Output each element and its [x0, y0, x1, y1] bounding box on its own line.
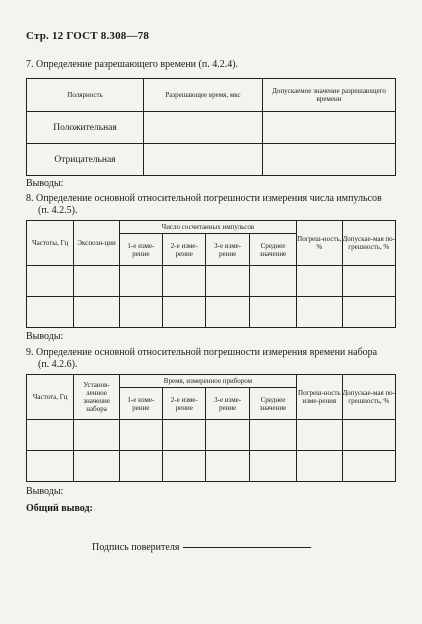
col-allowed-error: Допускае-мая по-грешность, %: [342, 221, 396, 266]
general-conclusion-label: Общий вывод:: [26, 503, 93, 514]
table-cell: [297, 420, 342, 451]
col-allowed-error: Допускае-мая по-грешность, %: [342, 375, 396, 420]
table-cell: [27, 266, 74, 297]
section-8-title: [26, 193, 382, 217]
col-average: Среднее значение: [249, 234, 296, 266]
table-cell: [342, 297, 396, 328]
table-cell: [119, 420, 162, 451]
col-measurement-3: 3-е изме-рение: [206, 388, 249, 420]
table-cell: [342, 420, 396, 451]
row-positive: Положительная: [27, 112, 144, 144]
table-cell: [74, 451, 119, 482]
pulse-count-error-table: [26, 220, 396, 328]
table-cell: [249, 297, 296, 328]
col-error: Погреш-ность, %: [297, 221, 342, 266]
table-cell: [342, 451, 396, 482]
col-group-counted-pulses: Число сосчитанных импульсов: [119, 221, 296, 234]
table-cell: [206, 451, 249, 482]
standard-code: ГОСТ 8.308—78: [66, 30, 150, 42]
resolution-time-table: [26, 78, 396, 176]
table-cell: [297, 297, 342, 328]
col-exposures: Экспози-ции: [74, 221, 119, 266]
col-measurement-2: 2-е изме-рение: [163, 234, 206, 266]
table-cell: [297, 266, 342, 297]
conclusions-label: Выводы:: [26, 331, 64, 342]
table-cell: [263, 112, 396, 144]
page-number: Стр. 12: [26, 30, 64, 42]
table-cell: [297, 451, 342, 482]
table-cell: [27, 451, 74, 482]
section-7-title: 7. Определение разрешающего времени (п. 4.2.4).: [26, 59, 239, 70]
col-resolution-time: Разрешающее время, мкс: [144, 79, 263, 112]
set-time-error-table: [26, 374, 396, 482]
section-8-title-line2: (п. 4.2.5).: [38, 205, 78, 216]
col-frequency: Частота, Гц: [27, 375, 74, 420]
table-cell: [27, 420, 74, 451]
col-measurement-1: 1-е изме-рение: [119, 388, 162, 420]
section-9-title: [26, 347, 377, 371]
section-8-title-line1: 8. Определение основной относительной погрешности измерения числа импульсов: [26, 193, 382, 204]
table-cell: [163, 420, 206, 451]
conclusions-label: Выводы:: [26, 178, 64, 189]
table-cell: [342, 266, 396, 297]
col-average: Среднее значение: [249, 388, 296, 420]
table-cell: [74, 297, 119, 328]
table-cell: [74, 266, 119, 297]
table-cell: [119, 266, 162, 297]
table-cell: [119, 297, 162, 328]
col-measurement-2: 2-е изме-рение: [163, 388, 206, 420]
col-error: Погреш-ность изме-рения: [297, 375, 342, 420]
signature-label: Подпись поверителя: [92, 542, 180, 553]
table-cell: [27, 297, 74, 328]
signature-line: [183, 547, 311, 548]
table-cell: [163, 297, 206, 328]
table-cell: [206, 266, 249, 297]
page-header: [26, 30, 149, 42]
col-polarity: Полярность: [27, 79, 144, 112]
table-cell: [144, 144, 263, 176]
table-cell: [263, 144, 396, 176]
row-negative: Отрицательная: [27, 144, 144, 176]
table-cell: [249, 266, 296, 297]
table-cell: [163, 266, 206, 297]
table-cell: [206, 297, 249, 328]
table-cell: [249, 451, 296, 482]
section-9-title-line1: 9. Определение основной относительной погрешности измерения времени набора: [26, 347, 378, 358]
section-9-title-line2: (п. 4.2.6).: [38, 359, 78, 370]
table-cell: [163, 451, 206, 482]
col-set-value: Установ-ленное значение набора: [74, 375, 119, 420]
col-allowed-resolution: Допускаемое значение разрешающего времени: [263, 79, 396, 112]
table-cell: [144, 112, 263, 144]
conclusions-label: Выводы:: [26, 486, 64, 497]
col-group-measured-time: Время, измеренное прибором: [119, 375, 296, 388]
table-cell: [206, 420, 249, 451]
table-cell: [249, 420, 296, 451]
table-cell: [119, 451, 162, 482]
col-measurement-1: 1-е изме-рение: [119, 234, 162, 266]
col-frequency: Частоты, Гц: [27, 221, 74, 266]
col-measurement-3: 3-е изме-рение: [206, 234, 249, 266]
signature-block: [92, 542, 311, 554]
table-cell: [74, 420, 119, 451]
